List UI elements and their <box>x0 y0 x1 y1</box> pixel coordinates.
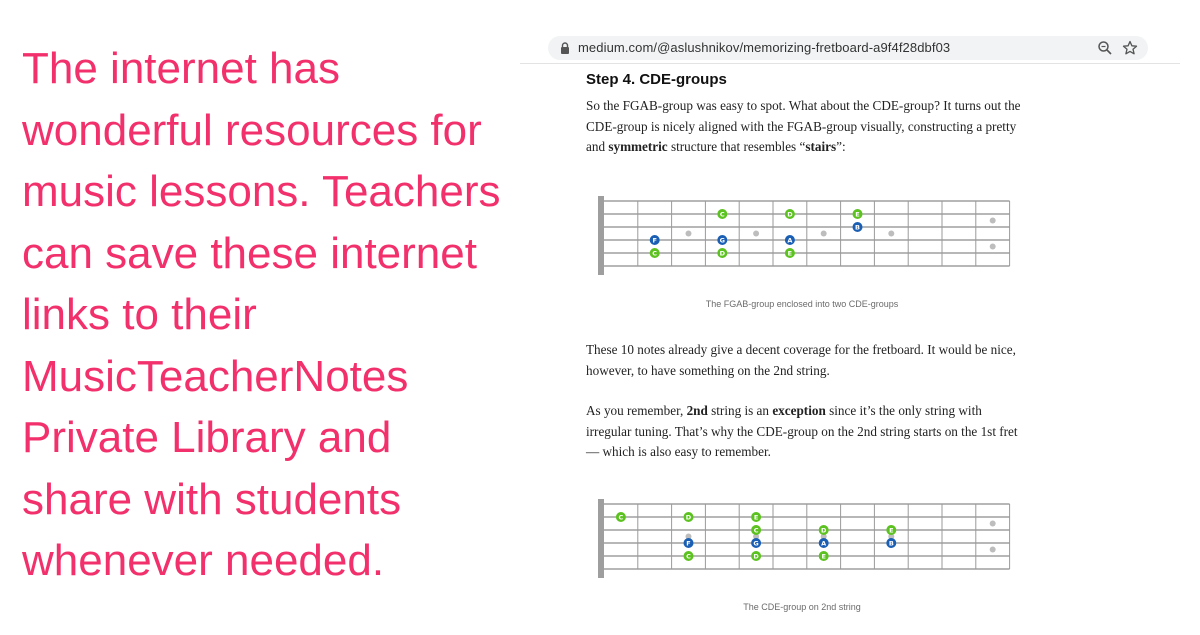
promo-line: can save these internet <box>22 228 477 278</box>
paragraph-1: So the FGAB-group was easy to spot. What about the CDE-group? It turns out the CDE-group is nicely aligned with the FGAB-group visually, constructing a pretty and symmetric structure that resembles “stairs”: <box>586 98 1021 154</box>
promo-line: whenever needed. <box>22 536 385 585</box>
note-label: E <box>821 552 826 561</box>
note-label: F <box>652 236 657 245</box>
note-label: E <box>753 513 759 522</box>
caption-1: The FGAB-group enclosed into two CDE-groups <box>705 299 899 309</box>
fret-inlay <box>990 521 996 527</box>
promo-text <box>22 38 522 592</box>
paragraph-2: These 10 notes already give a decent coverage for the fretboard. It would be nice, however, to have something on the 2nd string. <box>586 342 1016 378</box>
note-label: C <box>686 552 691 561</box>
note-label: B <box>855 223 860 232</box>
note-label: E <box>889 526 894 535</box>
note-label: D <box>820 526 827 535</box>
fret-inlay <box>990 218 996 224</box>
note-label: C <box>618 513 624 522</box>
note-label: A <box>787 236 793 245</box>
paragraph-3: As you remember, 2nd string is an exception since it’s the only string with irregular tuning. That’s why the CDE-group on the 2nd string starts on the 1st fret — which is also easy to remember. <box>586 403 1018 459</box>
promo-line: links to their <box>22 290 257 339</box>
note-label: C <box>753 526 759 535</box>
note-label: C <box>719 210 725 219</box>
note-label: G <box>719 236 725 245</box>
caption-2: The CDE-group on 2nd string <box>743 602 861 612</box>
lock-icon <box>558 41 572 55</box>
section-heading: Step 4. CDE-groups <box>586 71 727 88</box>
address-bar[interactable] <box>548 36 1148 60</box>
star-icon[interactable] <box>1122 40 1138 56</box>
fretboard-diagram-2 <box>592 495 1012 590</box>
note-label: G <box>753 539 759 548</box>
note-label: F <box>686 539 691 548</box>
fret-inlay <box>888 231 894 237</box>
promo-line: MusicTeacherNotes <box>22 351 409 401</box>
promo-line: The internet has <box>22 44 340 93</box>
promo-line: wonderful resources for <box>22 105 482 155</box>
note-label: B <box>888 539 894 548</box>
note-label: D <box>753 552 759 561</box>
fret-inlay <box>821 231 827 237</box>
zoom-icon[interactable] <box>1097 40 1113 56</box>
browser-divider <box>520 63 1180 64</box>
nut <box>598 196 604 275</box>
note-label: C <box>652 249 658 258</box>
fret-inlay <box>990 547 996 553</box>
fret-inlay <box>686 231 692 237</box>
note-label: A <box>821 539 827 548</box>
note-label: E <box>787 249 793 258</box>
fretboard-diagram-1 <box>592 192 1012 287</box>
note-label: D <box>685 513 692 522</box>
promo-line: share with students <box>22 474 402 524</box>
note-label: D <box>787 210 793 219</box>
fret-inlay <box>990 244 996 250</box>
promo-line: Private Library and <box>22 413 392 462</box>
promo-line: music lessons. Teachers <box>22 167 501 216</box>
url-text[interactable]: medium.com/@aslushnikov/memorizing-fretboard-a9f4f28dbf03 <box>578 40 951 55</box>
nut <box>598 499 604 578</box>
note-label: E <box>855 210 860 219</box>
note-label: D <box>719 249 726 258</box>
fret-inlay <box>753 231 759 237</box>
